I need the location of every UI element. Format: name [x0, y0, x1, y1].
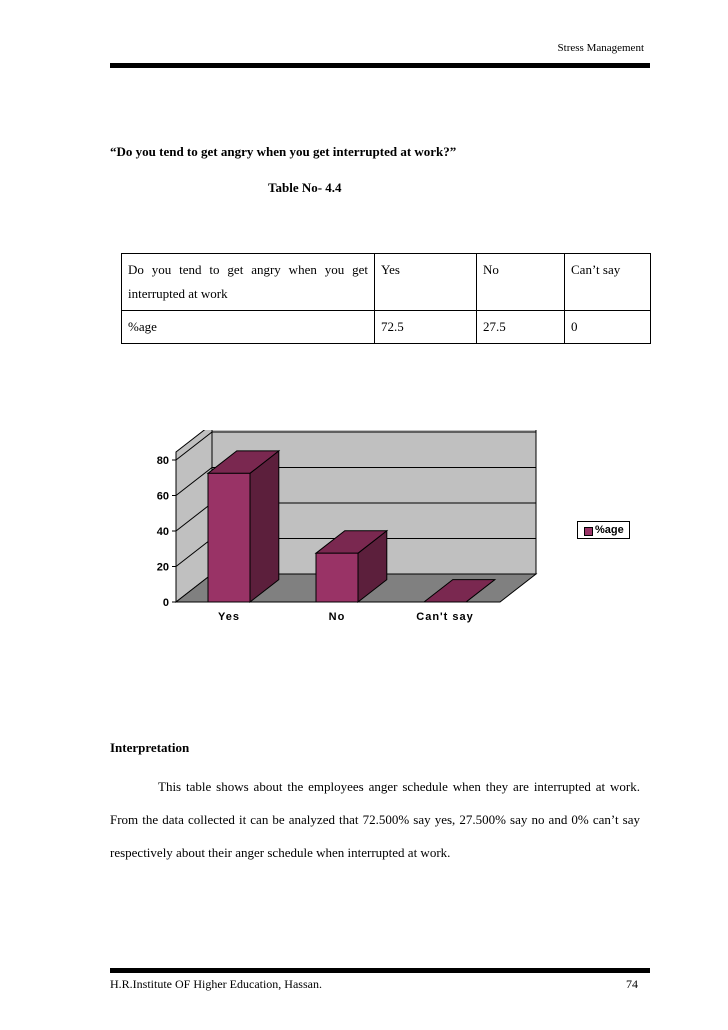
table-value-no: 27.5	[477, 311, 565, 344]
table-row-label: %age	[122, 311, 375, 344]
x-tick-label: Can't say	[416, 611, 474, 623]
table-value-yes: 72.5	[375, 311, 477, 344]
interpretation-paragraph	[110, 770, 640, 869]
table-header-row	[122, 254, 651, 311]
data-table	[121, 253, 651, 344]
table-header-cant-say: Can’t say	[565, 254, 651, 311]
interpretation-text: This table shows about the employees anger schedule when they are interrupted at work. From the data collected it can be analyzed that 72.500% say yes, 27.500% say no and 0% can’t say respectively about their anger schedule when interrupted at work.	[110, 779, 640, 860]
header-rule	[110, 63, 650, 68]
interpretation-heading: Interpretation	[110, 740, 190, 755]
table-title: Table No- 4.4	[268, 180, 342, 195]
y-tick-label: 80	[156, 455, 169, 467]
table-value-cant-say: 0	[565, 311, 651, 344]
y-tick-label: 40	[156, 526, 169, 538]
x-tick-label: No	[328, 611, 346, 623]
legend-swatch	[584, 527, 593, 536]
page-number: 74	[626, 977, 638, 991]
table-question-cell	[122, 254, 375, 311]
chart-legend	[577, 521, 630, 539]
table-header-no: No	[477, 254, 565, 311]
survey-question: “Do you tend to get angry when you get interrupted at work?”	[110, 144, 457, 159]
footer-institute: H.R.Institute OF Higher Education, Hassan.	[110, 977, 322, 991]
table-header-yes: Yes	[375, 254, 477, 311]
y-tick-label: 20	[156, 561, 169, 574]
page-header-title: Stress Management	[557, 42, 644, 54]
table-question-line1: Do you tend to get angry when you get	[128, 262, 368, 277]
table-data-row	[122, 311, 651, 344]
footer-rule	[110, 968, 650, 973]
y-tick-label: 60	[156, 490, 169, 503]
bar-side	[250, 451, 279, 602]
legend-label: %age	[595, 524, 624, 536]
bar	[208, 451, 279, 602]
bar-front	[208, 473, 250, 602]
bar-chart	[140, 430, 560, 630]
bar-front	[316, 553, 358, 602]
table-question-line2: interrupted at work	[128, 286, 228, 301]
x-tick-label: Yes	[218, 611, 240, 623]
y-tick-label: 0	[162, 597, 169, 609]
